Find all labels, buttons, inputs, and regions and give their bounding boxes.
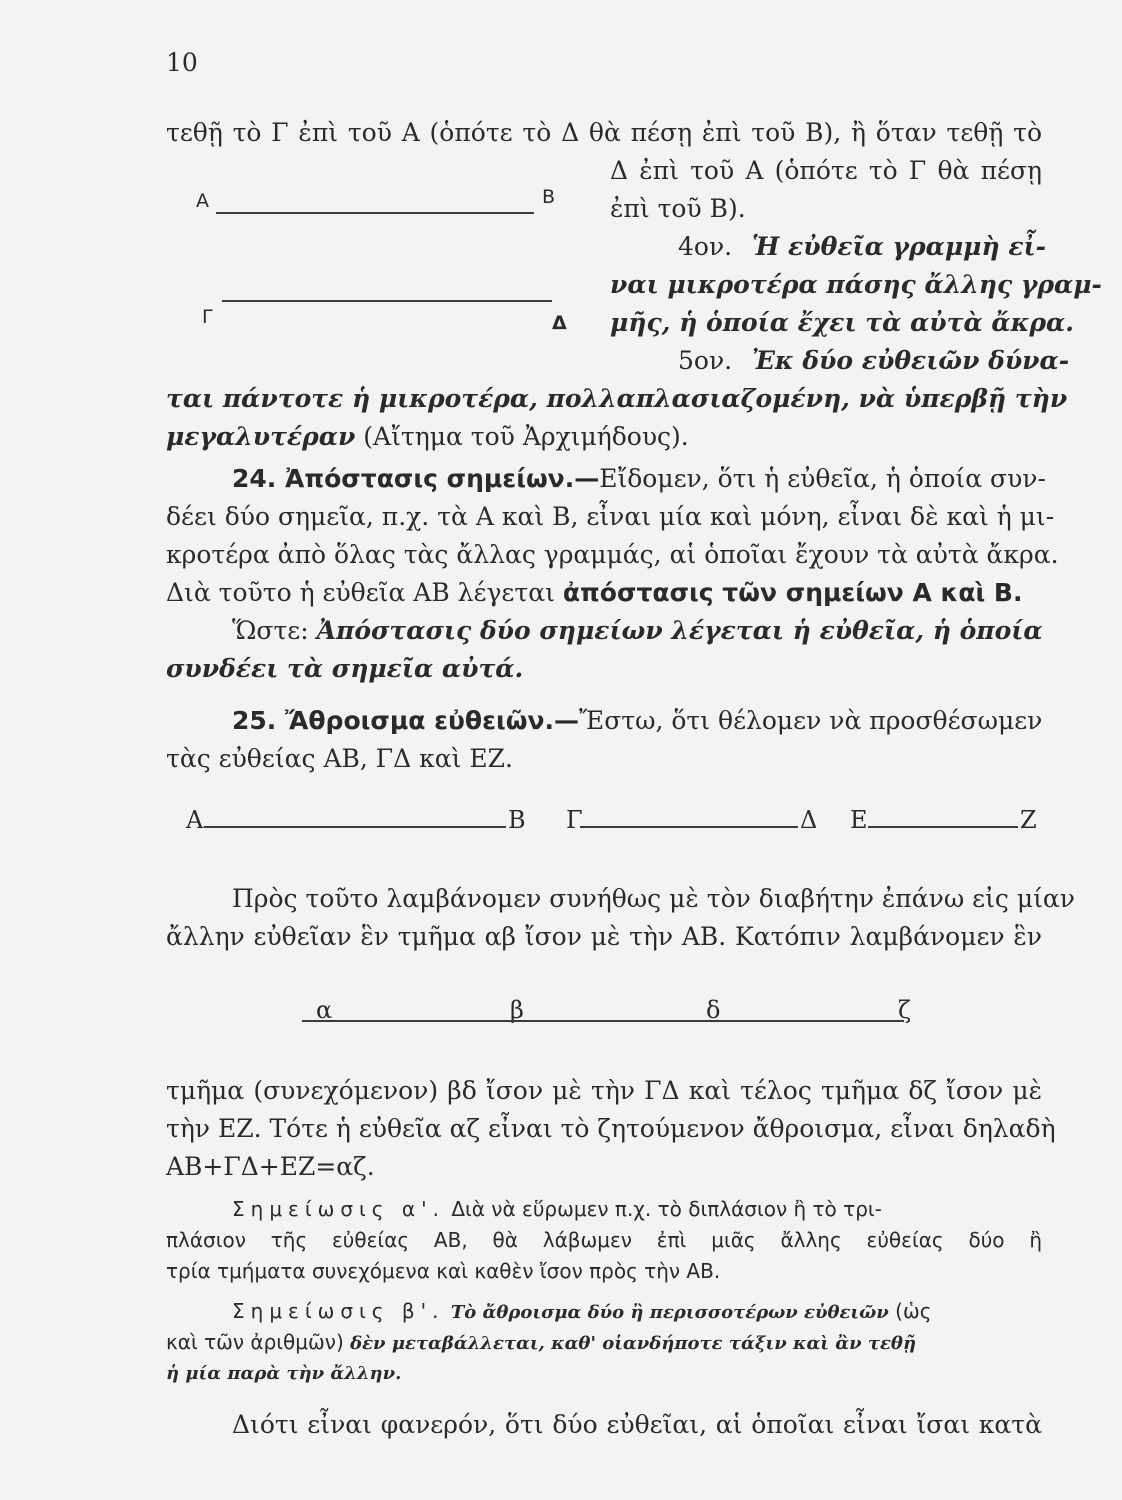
sec24-hoste: Ὥστε:: [232, 616, 309, 645]
axiom5-line3: [166, 418, 689, 456]
fig2-label-Z: Z: [1020, 806, 1037, 834]
sec24-line4-text: Διὰ τοῦτο ἡ εὐθεῖα ΑΒ λέγεται: [166, 578, 555, 607]
note2-label: Σημείωσις β'.: [232, 1299, 445, 1323]
fig1-segment-gd: [222, 300, 552, 302]
note2-line1-paren: (ὡς: [895, 1299, 932, 1323]
sec24-heading: 24. Ἀπόστασις σημείων.—: [232, 464, 600, 493]
sec24-line5: [232, 612, 1043, 650]
sec24-line3: κροτέρα ἀπὸ ὅλας τὰς ἄλλας γραμμάς, αἱ ὁποῖαι ἔχουν τὰ αὐτὰ ἄκρα.: [166, 540, 1059, 569]
fig2-label-D: Δ: [800, 806, 818, 834]
fig1-segment-ab: [216, 212, 534, 214]
fig3-label-beta: β: [510, 996, 524, 1024]
fig2-segment-ab: [204, 826, 506, 828]
sec24-line1-text: Εἴδομεν, ὅτι ἡ εὐθεῖα, ἡ ὁποία συν-: [599, 464, 1046, 493]
fig3-label-alpha: α: [316, 996, 333, 1024]
axiom4-line1: Ἡ εὐθεῖα γραμμὴ εἶ-: [752, 232, 1047, 261]
para3-line1: τμῆμα (συνεχόμενον) βδ ἴσον μὲ τὴν ΓΔ καὶ τέλος τμῆμα δζ ἴσον μὲ: [166, 1076, 1042, 1105]
axiom5-line2: ται πάντοτε ἡ μικροτέρα, πολλαπλασιαζομένη, νὰ ὑπερβῇ τὴν: [166, 384, 1068, 413]
fig2-label-B: B: [508, 806, 526, 834]
axiom4-line3: μῆς, ἡ ὁποία ἔχει τὰ αὐτὰ ἄκρα.: [610, 308, 1074, 337]
axiom4-number: 4ον.: [678, 232, 733, 261]
fig1-label-b: B: [542, 186, 556, 208]
sec25-line2: τὰς εὐθείας ΑΒ, ΓΔ καὶ ΕΖ.: [166, 744, 513, 773]
note1-line1: [232, 1194, 1042, 1225]
note2-line1: [232, 1296, 1042, 1328]
note2-line3: ἡ μία παρὰ τὴν ἄλλην.: [166, 1363, 402, 1384]
para3-line2: τὴν ΕΖ. Τότε ἡ εὐθεῖα αζ εἶναι τὸ ζητούμενον ἄθροισμα, εἶναι δηλαδὴ: [166, 1114, 1056, 1143]
sec25-line1: [232, 702, 1042, 740]
axiom4-line2: ναι μικροτέρα πάσης ἄλλης γραμ-: [610, 270, 1102, 299]
page-number: 10: [166, 48, 198, 77]
note1-line1-text: Διὰ νὰ εὕρωμεν π.χ. τὸ διπλάσιον ἢ τὸ τρι-: [451, 1197, 882, 1221]
fig3-label-delta: δ: [706, 996, 721, 1024]
axiom5-line1: Ἐκ δύο εὐθειῶν δύνα-: [752, 346, 1070, 375]
fig1-label-d: Δ: [552, 312, 567, 334]
sec25-line1-text: Ἔστω, ὅτι θέλομεν νὰ προσθέσωμεν: [579, 706, 1043, 735]
fig2-label-A: A: [186, 806, 204, 834]
sec25-heading: 25. Ἄθροισμα εὐθειῶν.—: [232, 706, 579, 735]
para3-line3: ΑΒ+ΓΔ+ΕΖ=αζ.: [166, 1152, 375, 1181]
para1-line3: ἐπὶ τοῦ Β).: [610, 194, 746, 223]
note2-line2-text: καὶ τῶν ἀριθμῶν): [166, 1330, 344, 1354]
fig1-label-a: A: [196, 190, 209, 212]
sec24-line6: συνδέει τὰ σημεῖα αὐτά.: [166, 654, 524, 683]
sec24-line1: [232, 460, 1046, 498]
note1-label: Σημείωσις α'.: [232, 1197, 445, 1221]
para1-line1: τεθῇ τὸ Γ ἐπὶ τοῦ Α (ὁπότε τὸ Δ θὰ πέσῃ ἐπὶ τοῦ Β), ἢ ὅταν τεθῇ τὸ: [166, 118, 1042, 147]
fig1-label-g: Γ: [202, 306, 213, 328]
sec24-line2: δέει δύο σημεῖα, π.χ. τὰ Α καὶ Β, εἶναι μία καὶ μόνη, εἶναι δὲ καὶ ἡ μι-: [166, 502, 1055, 531]
note1-line2: πλάσιον τῆς εὐθείας ΑΒ, θὰ λάβωμεν ἐπὶ μιᾶς ἄλλης εὐθείας δύο ἢ: [166, 1228, 1042, 1252]
note2-line2-italic: δὲν μεταβάλλεται, καθ' οἱανδήποτε τάξιν καὶ ἂν τεθῇ: [350, 1333, 917, 1354]
para2-line2: ἄλλην εὐθεῖαν ἓν τμῆμα αβ ἴσον μὲ τὴν ΑΒ. Κατόπιν λαμβάνομεν ἓν: [166, 922, 1042, 951]
axiom5-number: 5ον.: [678, 346, 733, 375]
axiom5-citation: (Αἴτημα τοῦ Ἀρχιμήδους).: [363, 422, 689, 451]
para2-line1: Πρὸς τοῦτο λαμβάνομεν συνήθως μὲ τὸν διαβήτην ἐπάνω εἰς μίαν: [232, 884, 1075, 913]
fig2-label-G: Γ: [566, 806, 583, 834]
note2-line2: [166, 1327, 916, 1359]
note1-line3: τρία τμήματα συνεχόμενα καὶ καθὲν ἴσον πρὸς τὴν ΑΒ.: [166, 1259, 721, 1283]
axiom5-italic: μεγαλυτέραν: [166, 422, 356, 451]
note2-line1-italic: Τὸ ἄθροισμα δύο ἢ περισσοτέρων εὐθειῶν: [450, 1302, 889, 1323]
fig2-label-E: E: [850, 806, 868, 834]
fig2-segment-ez: [868, 826, 1018, 828]
sec24-line4: [166, 574, 1023, 612]
sec24-definition-term: ἀπόστασις τῶν σημείων Α καὶ Β.: [562, 578, 1023, 607]
fig2-segment-gd: [580, 826, 798, 828]
last-line: Διότι εἶναι φανερόν, ὅτι δύο εὐθεῖαι, αἱ ὁποῖαι εἶναι ἴσαι κατὰ: [232, 1410, 1042, 1439]
para1-line2: Δ ἐπὶ τοῦ Α (ὁπότε τὸ Γ θὰ πέσῃ: [610, 156, 1042, 185]
fig3-label-zeta: ζ: [898, 996, 912, 1024]
sec24-definition: Ἀπόστασις δύο σημείων λέγεται ἡ εὐθεῖα, ἡ ὁποία: [316, 616, 1043, 645]
fig3-segment-az: [302, 1020, 904, 1022]
